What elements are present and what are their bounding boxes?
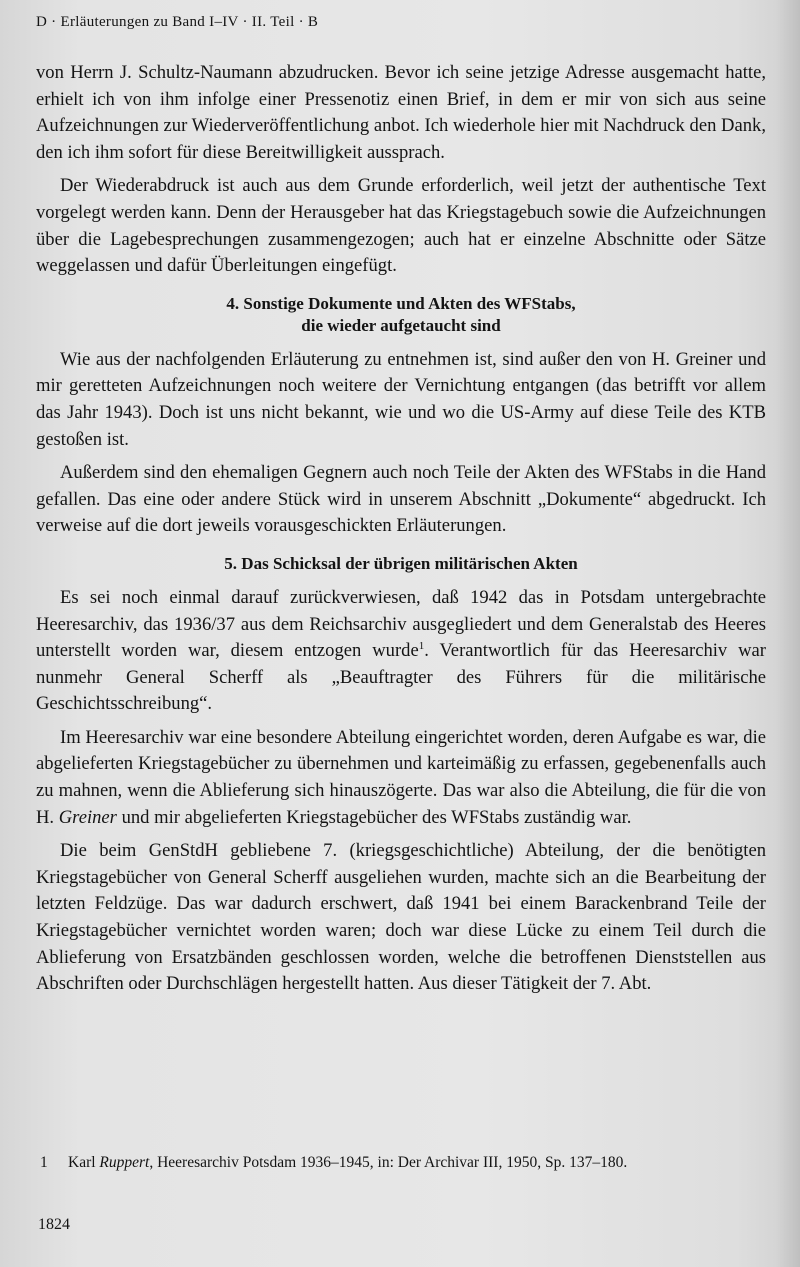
paragraph-1: von Herrn J. Schultz-Naumann abzudrucken. Bevor ich seine jetzige Adresse ausgemacht hatte, erhielt ich von ihm infolge einer Pressenotiz einen Brief, in dem er mir von sich aus seine Aufzeichnungen zur Wiederveröffentlichung anbot. Ich wiederhole hier mit Nachdruck den Dank, den ich ihm sofort für diese Bereitwilligkeit aussprach. [36, 62, 766, 163]
paragraph-6-text-a: Im Heeresarchiv war eine besondere Abteilung eingerichtet worden, deren Aufgabe es war, die abgelieferten Kriegstagebücher zu übernehmen und karteimäßig zu erfassen, gegebenenfalls auch zu mahnen, wenn die Ablieferung sich hinauszögerte. Das war also die Abteilung, die für die von H. [36, 726, 766, 828]
footnote [36, 1152, 766, 1173]
paragraph-6-name: Greiner [58, 806, 117, 828]
paragraph-6-text-b: und mir abgelieferten Kriegstagebücher des WFStabs zuständig war. [121, 806, 632, 828]
paragraph-7: Die beim GenStdH gebliebene 7. (kriegsgeschichtliche) Abteilung, der die benötigten Kriegstagebücher von General Scherff ausgeliehen wurden, machte sich an die Bearbeitung der letzten Feldzüge. Das war dadurch erschwert, daß 1941 bei einem Barackenbrand Teile der Kriegstagebücher vernichtet worden waren; doch war diese Lücke zu einem Teil durch die Ablieferung von Ersatzbänden geschlossen worden, welche die betroffenen Dienststellen aus Abschriften oder Durchschlägen hergestellt hatten. Aus dieser Tätigkeit der 7. Abt. [36, 840, 766, 995]
section-heading-4-line-1: 4. Sonstige Dokumente und Akten des WFStabs, [226, 293, 576, 313]
section-heading-5: 5. Das Schicksal der übrigen militärischen Akten [224, 553, 578, 573]
section-heading-4-line-2: die wieder aufgetaucht sind [301, 315, 501, 335]
footnote-text [68, 1152, 766, 1173]
footnote-author-name: Ruppert [99, 1154, 150, 1171]
paragraph-5-continuation: . Verantwortlich für das Heeresarchiv war nunmehr General Scherff als „Beauftragter des Führers für die militärische Geschichtsschreibung“. [36, 640, 766, 715]
footnote-reference[interactable]: 1 [418, 639, 425, 652]
paragraph-3: Wie aus der nachfolgenden Erläuterung zu entnehmen ist, sind außer den von H. Greiner und mir geretteten Aufzeichnungen noch weitere der Vernichtung entgangen (das betrifft vor allem das Jahr 1943). Doch ist uns nicht bekannt, wie und wo die US-Army auf diese Teile des KTB gestoßen ist. [36, 348, 766, 450]
section-heading-4 [36, 293, 766, 337]
footnote-text-b: , Heeresarchiv Potsdam 1936–1945, in: Der Archivar III, 1950, Sp. 137–180. [149, 1154, 628, 1171]
paragraph-4: Außerdem sind den ehemaligen Gegnern auch noch Teile der Akten des WFStabs in die Hand gefallen. Das eine oder andere Stück wird in unserem Abschnitt „Dokumente“ abgedruckt. Ich verweise auf die dort jeweils vorausgeschickten Erläuterungen. [36, 462, 766, 537]
page-gutter-shadow [776, 0, 800, 1267]
running-head: D · Erläuterungen zu Band I–IV · II. Teil · B [36, 14, 319, 30]
paragraph-5 [36, 585, 766, 718]
paragraph-5-text: Es sei noch einmal darauf zurückverwiesen, daß 1942 das in Potsdam untergebrachte Heeresarchiv, das 1936/37 aus dem Reichsarchiv ausgegliedert und dem Generalstab des Heeres unterstellt worden war, diesem entzogen wurde [36, 586, 766, 662]
paragraph-2: Der Wiederabdruck ist auch aus dem Grunde erforderlich, weil jetzt der authentische Text vorgelegt werden kann. Denn der Herausgeber hat das Kriegstagebuch sowie die Aufzeichnungen über die Lagebesprechungen zusammengezogen; auch hat er einzelne Abschnitte oder Sätze weggelassen und dafür Überleitungen eingefügt. [36, 175, 766, 277]
footnote-text-a: Karl [68, 1154, 96, 1171]
body-text [36, 60, 766, 1005]
footnote-number: 1 [40, 1154, 48, 1171]
page-number: 1824 [38, 1216, 70, 1233]
paragraph-6 [36, 725, 766, 831]
